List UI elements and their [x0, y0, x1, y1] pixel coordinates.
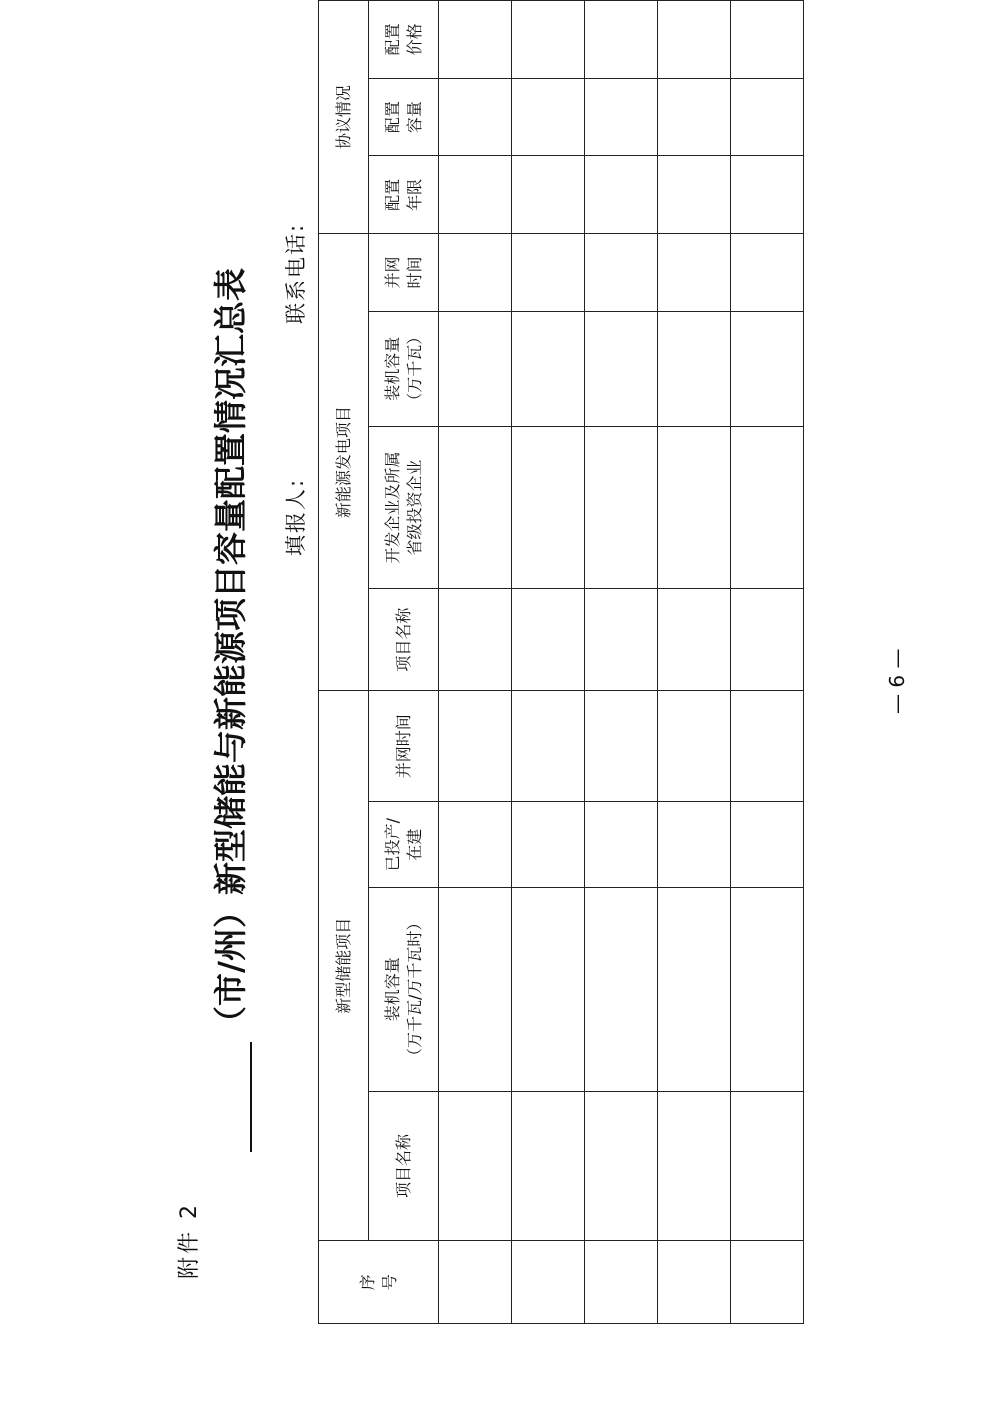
table-cell[interactable]: [512, 888, 585, 1092]
table-cell[interactable]: [658, 426, 731, 588]
table-row: [731, 1, 804, 1324]
summary-table: [318, 0, 804, 1324]
table-cell[interactable]: [439, 691, 512, 802]
table-cell[interactable]: [658, 234, 731, 312]
table-cell[interactable]: [439, 1091, 512, 1241]
table-cell[interactable]: [512, 691, 585, 802]
header-newenergy-grid-time: 并网 时间: [369, 234, 439, 312]
table-cell[interactable]: [731, 1091, 804, 1241]
table-cell[interactable]: [439, 589, 512, 691]
page-title: （市/州）新型储能与新能源项目容量配置情况汇总表: [211, 267, 250, 1039]
table-cell[interactable]: [512, 426, 585, 588]
table-cell[interactable]: [585, 234, 658, 312]
table-cell[interactable]: [512, 1, 585, 79]
table-row: [439, 1, 512, 1324]
header-agreement-price: 配置 价格: [369, 1, 439, 79]
table-cell[interactable]: [658, 1, 731, 79]
table-cell[interactable]: [731, 234, 804, 312]
table-body: [439, 1, 804, 1324]
table-cell[interactable]: [512, 802, 585, 888]
table-cell[interactable]: [658, 1091, 731, 1241]
table-cell[interactable]: [512, 78, 585, 156]
table-cell[interactable]: [731, 311, 804, 426]
header-storage-group: 新型储能项目: [319, 691, 369, 1241]
header-storage-status: 已投产/ 在建: [369, 802, 439, 888]
table-cell[interactable]: [731, 426, 804, 588]
table-cell[interactable]: [439, 802, 512, 888]
table-cell[interactable]: [731, 589, 804, 691]
table-cell[interactable]: [585, 691, 658, 802]
table-cell[interactable]: [512, 1091, 585, 1241]
header-storage-name: 项目名称: [369, 1091, 439, 1241]
table-cell[interactable]: [658, 888, 731, 1092]
header-agreement-years: 配置 年限: [369, 156, 439, 234]
table-cell[interactable]: [658, 156, 731, 234]
header-agreement-group: 协议情况: [319, 1, 369, 234]
table-cell[interactable]: [439, 156, 512, 234]
header-seq: 序 号: [319, 1241, 439, 1324]
page-number: — 6 —: [885, 648, 909, 714]
table-row: [658, 1, 731, 1324]
table-cell[interactable]: [585, 802, 658, 888]
table-row: [585, 1, 658, 1324]
table-cell[interactable]: [658, 802, 731, 888]
table-cell[interactable]: [585, 1241, 658, 1324]
table-cell[interactable]: [439, 1241, 512, 1324]
table-cell[interactable]: [512, 311, 585, 426]
attachment-label: 附件 2: [177, 1202, 202, 1279]
table-cell[interactable]: [658, 311, 731, 426]
table-cell[interactable]: [512, 1241, 585, 1324]
table-cell[interactable]: [439, 888, 512, 1092]
table-cell[interactable]: [439, 234, 512, 312]
table-cell[interactable]: [512, 234, 585, 312]
table-cell[interactable]: [439, 311, 512, 426]
table-cell[interactable]: [585, 156, 658, 234]
table-cell[interactable]: [731, 691, 804, 802]
table-cell[interactable]: [585, 311, 658, 426]
table-cell[interactable]: [439, 426, 512, 588]
table-cell[interactable]: [512, 156, 585, 234]
title-region-blank[interactable]: [250, 1042, 252, 1152]
table-cell[interactable]: [585, 589, 658, 691]
table-cell[interactable]: [439, 1, 512, 79]
table-row: [512, 1, 585, 1324]
table-cell[interactable]: [731, 78, 804, 156]
table-cell[interactable]: [512, 589, 585, 691]
table-cell[interactable]: [658, 691, 731, 802]
header-newenergy-group: 新能源发电项目: [319, 234, 369, 691]
phone-label: 联系电话:: [284, 222, 308, 324]
table-cell[interactable]: [658, 1241, 731, 1324]
table-cell[interactable]: [731, 1, 804, 79]
table-cell[interactable]: [585, 888, 658, 1092]
header-storage-grid-time: 并网时间: [369, 691, 439, 802]
table-cell[interactable]: [439, 78, 512, 156]
table-cell[interactable]: [658, 78, 731, 156]
header-newenergy-name: 项目名称: [369, 589, 439, 691]
table-cell[interactable]: [585, 78, 658, 156]
header-newenergy-capacity: 装机容量 （万千瓦）: [369, 311, 439, 426]
table-cell[interactable]: [731, 802, 804, 888]
table-cell[interactable]: [585, 1091, 658, 1241]
table-cell[interactable]: [658, 589, 731, 691]
table-cell[interactable]: [731, 1241, 804, 1324]
header-newenergy-company: 开发企业及所属 省级投资企业: [369, 426, 439, 588]
header-storage-capacity: 装机容量 （万千瓦/万千瓦时）: [369, 888, 439, 1092]
table-cell[interactable]: [585, 1, 658, 79]
table-cell[interactable]: [585, 426, 658, 588]
header-agreement-capacity: 配置 容量: [369, 78, 439, 156]
table-cell[interactable]: [731, 156, 804, 234]
table-cell[interactable]: [731, 888, 804, 1092]
reporter-label: 填报人:: [284, 477, 308, 556]
